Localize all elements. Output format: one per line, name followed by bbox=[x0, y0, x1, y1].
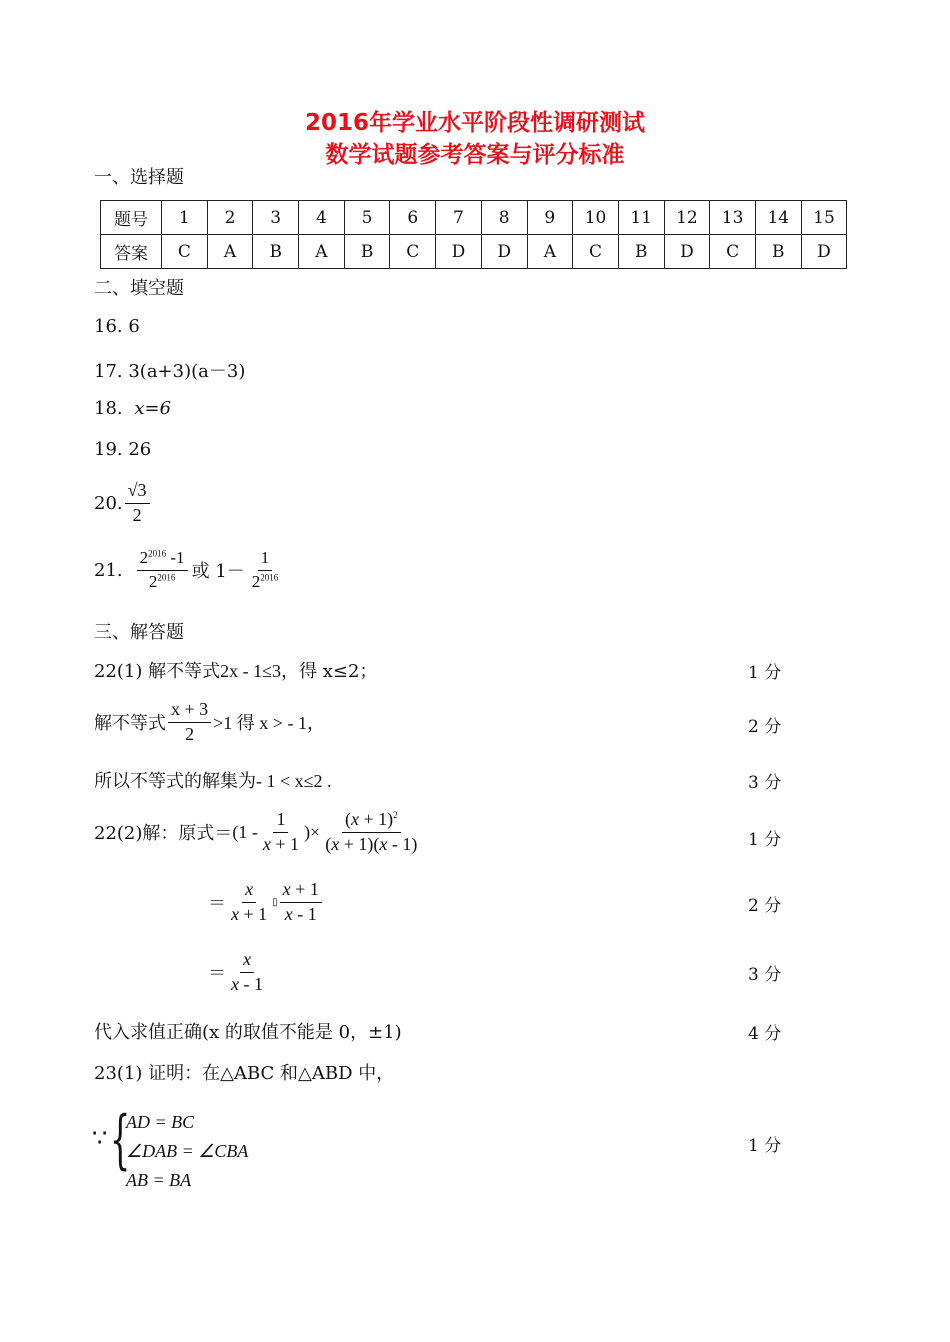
solve-line-1 bbox=[94, 657, 377, 683]
answer-19: 19. 26 bbox=[94, 439, 152, 460]
table-cell: 15 bbox=[801, 201, 847, 235]
answer-21 bbox=[94, 549, 283, 591]
score-label: 2 分 bbox=[748, 896, 782, 916]
table-cell: B bbox=[253, 235, 299, 269]
table-cell: 6 bbox=[390, 201, 436, 235]
solve-line-7: 代入求值正确(x 的取值不能是 0，±1) bbox=[94, 1022, 402, 1043]
score-label: 1 分 bbox=[748, 830, 782, 850]
table-cell: A bbox=[207, 235, 253, 269]
score-label: 4 分 bbox=[748, 1024, 782, 1044]
solve-line-2-text: 解不等式 bbox=[94, 713, 166, 735]
solve-line-3-text: 所以不等式的解集为 bbox=[94, 771, 256, 792]
answer-21-fraction-1: $\frac{2^{2016} -1}{2^{2016}}$ bbox=[137, 549, 188, 591]
table-cell: D bbox=[801, 235, 847, 269]
answer-18-value: x=6 bbox=[134, 398, 172, 419]
table-row-numbers bbox=[101, 201, 847, 235]
system-eq-1: AD = BC bbox=[126, 1112, 195, 1132]
section-solve-heading: 三、解答题 bbox=[94, 622, 184, 643]
answer-21-fraction-2: $\frac{1}{2^{2016}}$ bbox=[251, 548, 279, 591]
solve-line-2-result: >1 得 x > - 1， bbox=[213, 713, 325, 734]
table-cell: D bbox=[664, 235, 710, 269]
solve-line-1-text: 22(1) 解不等式 bbox=[94, 661, 221, 682]
table-cell: 3 bbox=[253, 201, 299, 235]
title-line-2: 数学试题参考答案与评分标准 bbox=[325, 142, 625, 168]
table-cell: 11 bbox=[618, 201, 664, 235]
score-label: 3 分 bbox=[748, 965, 782, 985]
title-line-1: 2016年学业水平阶段性调研测试 bbox=[304, 110, 645, 136]
answer-17: 17. 3(a+3)(a－3) bbox=[94, 361, 246, 382]
table-cell: B bbox=[618, 235, 664, 269]
solve-line-6: ＝ $\frac{x}{x - 1}$ bbox=[208, 949, 263, 994]
answer-18 bbox=[94, 398, 171, 419]
table-header-answer: 答案 bbox=[101, 235, 162, 269]
table-header-number: 题号 bbox=[101, 201, 162, 235]
solve-line-3 bbox=[94, 767, 332, 793]
table-cell: B bbox=[344, 235, 390, 269]
table-cell: 7 bbox=[436, 201, 482, 235]
table-cell: 8 bbox=[481, 201, 527, 235]
answer-20-fraction bbox=[125, 481, 150, 526]
table-cell: 14 bbox=[755, 201, 801, 235]
answer-20 bbox=[94, 481, 152, 526]
table-row-answers bbox=[101, 235, 847, 269]
solve-line-1-inequality: 2x - 1≤3 bbox=[220, 661, 281, 681]
answer-21-or: 或 1－ bbox=[191, 561, 245, 583]
system-eq-2: ∠DAB = ∠CBA bbox=[126, 1141, 249, 1161]
answer-20-numerator: √3 bbox=[125, 481, 150, 504]
solve-line-5: ＝ $\frac{x}{x + 1}$ ▯ $\frac{x + 1}{x - 1}$ bbox=[208, 880, 324, 925]
table-cell: 10 bbox=[573, 201, 619, 235]
table-cell: 12 bbox=[664, 201, 710, 235]
table-cell: C bbox=[162, 235, 208, 269]
table-cell: 5 bbox=[344, 201, 390, 235]
section-choice-heading: 一、选择题 bbox=[94, 167, 184, 188]
table-cell: D bbox=[436, 235, 482, 269]
table-cell: D bbox=[481, 235, 527, 269]
score-label: 2 分 bbox=[748, 717, 782, 737]
score-label: 3 分 bbox=[748, 773, 782, 793]
table-cell: B bbox=[755, 235, 801, 269]
table-cell: C bbox=[573, 235, 619, 269]
table-cell: 1 bbox=[162, 201, 208, 235]
table-cell: 2 bbox=[207, 201, 253, 235]
section-fill-heading: 二、填空题 bbox=[94, 278, 184, 299]
system-brace: { bbox=[110, 1103, 131, 1177]
score-label: 1 分 bbox=[748, 663, 782, 683]
answer-20-number: 20. bbox=[94, 492, 123, 514]
table-cell: C bbox=[710, 235, 756, 269]
table-cell: C bbox=[390, 235, 436, 269]
table-cell: 13 bbox=[710, 201, 756, 235]
answer-18-number: 18. bbox=[94, 398, 123, 419]
answer-20-denominator: 2 bbox=[132, 504, 142, 525]
solve-line-2-fraction: $\frac{x + 3}{2}$ bbox=[168, 700, 211, 745]
solve-line-4-text: 22(2)解：原式＝ bbox=[94, 823, 233, 845]
because-symbol: ∵ bbox=[92, 1124, 108, 1152]
table-cell: A bbox=[527, 235, 573, 269]
answer-table bbox=[100, 200, 847, 269]
score-label: 1 分 bbox=[748, 1136, 782, 1156]
answer-21-number: 21. bbox=[94, 559, 123, 581]
table-cell: A bbox=[299, 235, 345, 269]
table-cell: 4 bbox=[299, 201, 345, 235]
table-cell: 9 bbox=[527, 201, 573, 235]
solve-line-3-solution: - 1 < x≤2 . bbox=[256, 771, 332, 791]
system-eq-3: AB = BA bbox=[126, 1170, 192, 1190]
solve-line-8: 23(1) 证明：在△ABC 和△ABD 中， bbox=[94, 1063, 395, 1084]
solve-line-4: 22(2)解：原式＝ (1 - $\frac{1}{x + 1}$ )× $\frac{(x + 1)^2}{(x + 1)(x - 1)}$ bbox=[94, 809, 418, 854]
solve-line-1-result: ，得 x≤2； bbox=[281, 661, 378, 682]
answer-16: 16. 6 bbox=[94, 316, 140, 337]
solve-line-2 bbox=[94, 700, 325, 745]
